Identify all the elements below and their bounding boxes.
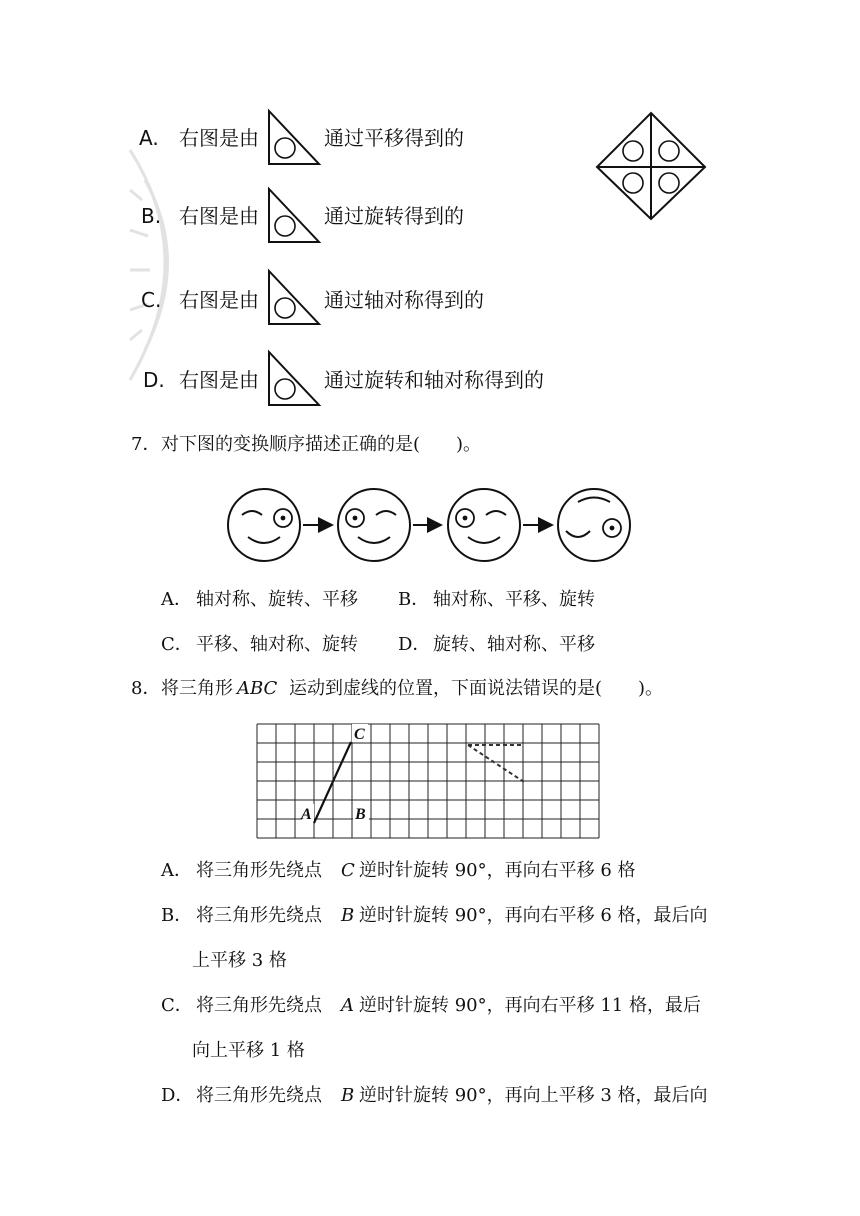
option-text: 旋转、轴对称、平移 xyxy=(433,634,595,655)
option-text-line1: 逆时针旋转 90°，再向上平移 3 格，最后向 xyxy=(359,1085,708,1106)
option-text: 平移、轴对称、旋转 xyxy=(196,634,358,655)
option-letter: B． xyxy=(398,589,430,610)
question-stem-pre: 将三角形 xyxy=(161,678,233,699)
option-text-line1: 逆时针旋转 90°，再向右平移 6 格 xyxy=(359,860,636,881)
triangle-circle-icon xyxy=(266,109,322,167)
option-text-pre: 将三角形先绕点 xyxy=(196,860,322,881)
option-text-line1: 逆时针旋转 90°，再向右平移 11 格，最后 xyxy=(359,995,701,1016)
triangle-grid-figure xyxy=(256,723,606,845)
option-text-post: 通过平移得到的 xyxy=(324,126,464,150)
option-point: B xyxy=(341,1085,355,1106)
option-text-line2: 向上平移 1 格 xyxy=(192,1040,305,1061)
grid-label-c: C xyxy=(354,726,365,743)
grid-label-a: A xyxy=(301,806,312,823)
question-number: 7． xyxy=(131,434,161,455)
triangle-circle-icon xyxy=(266,350,322,408)
option-letter: C． xyxy=(161,634,193,655)
option-text: 轴对称、平移、旋转 xyxy=(433,589,595,610)
option-text-pre: 将三角形先绕点 xyxy=(196,1085,322,1106)
option-point: C xyxy=(341,860,355,881)
option-text-post: 通过旋转和轴对称得到的 xyxy=(324,368,544,392)
option-letter: D． xyxy=(161,1085,194,1106)
grid-label-b: B xyxy=(355,806,366,823)
dashed-segment-diagonal xyxy=(468,745,524,782)
face-1 xyxy=(228,489,300,561)
triangle-name: ABC xyxy=(237,678,278,699)
option-text-line2: 上平移 3 格 xyxy=(192,950,287,971)
diamond-figure xyxy=(594,111,714,221)
question-number: 8． xyxy=(131,678,161,699)
option-point: A xyxy=(341,995,354,1016)
option-letter: A． xyxy=(161,860,192,881)
question-stem-post: 运动到虚线的位置，下面说法错误的是( )。 xyxy=(289,678,664,699)
option-text-pre: 将三角形先绕点 xyxy=(196,905,322,926)
triangle-circle-icon xyxy=(266,269,322,327)
option-letter: B. xyxy=(141,204,162,228)
face-2 xyxy=(338,489,410,561)
option-letter: A. xyxy=(139,126,159,150)
option-text: 轴对称、旋转、平移 xyxy=(196,589,358,610)
option-text-pre: 将三角形先绕点 xyxy=(196,995,322,1016)
option-text-pre: 右图是由 xyxy=(179,288,259,312)
face-3 xyxy=(448,489,520,561)
option-letter: B． xyxy=(161,905,193,926)
faces-sequence-figure xyxy=(226,485,646,569)
option-text-line1: 逆时针旋转 90°，再向右平移 6 格，最后向 xyxy=(359,905,708,926)
option-text-post: 通过旋转得到的 xyxy=(324,204,464,228)
option-text-pre: 右图是由 xyxy=(179,204,259,228)
question-stem: 对下图的变换顺序描述正确的是( )。 xyxy=(161,434,482,455)
option-letter: C. xyxy=(141,288,162,312)
option-text-pre: 右图是由 xyxy=(179,126,259,150)
triangle-circle-icon xyxy=(266,187,322,245)
option-point: B xyxy=(341,905,355,926)
option-letter: D. xyxy=(143,368,165,392)
option-text-pre: 右图是由 xyxy=(179,368,259,392)
face-4 xyxy=(558,489,630,561)
option-letter: D． xyxy=(398,634,431,655)
option-letter: C． xyxy=(161,995,193,1016)
option-letter: A． xyxy=(161,589,192,610)
option-text-post: 通过轴对称得到的 xyxy=(324,288,484,312)
